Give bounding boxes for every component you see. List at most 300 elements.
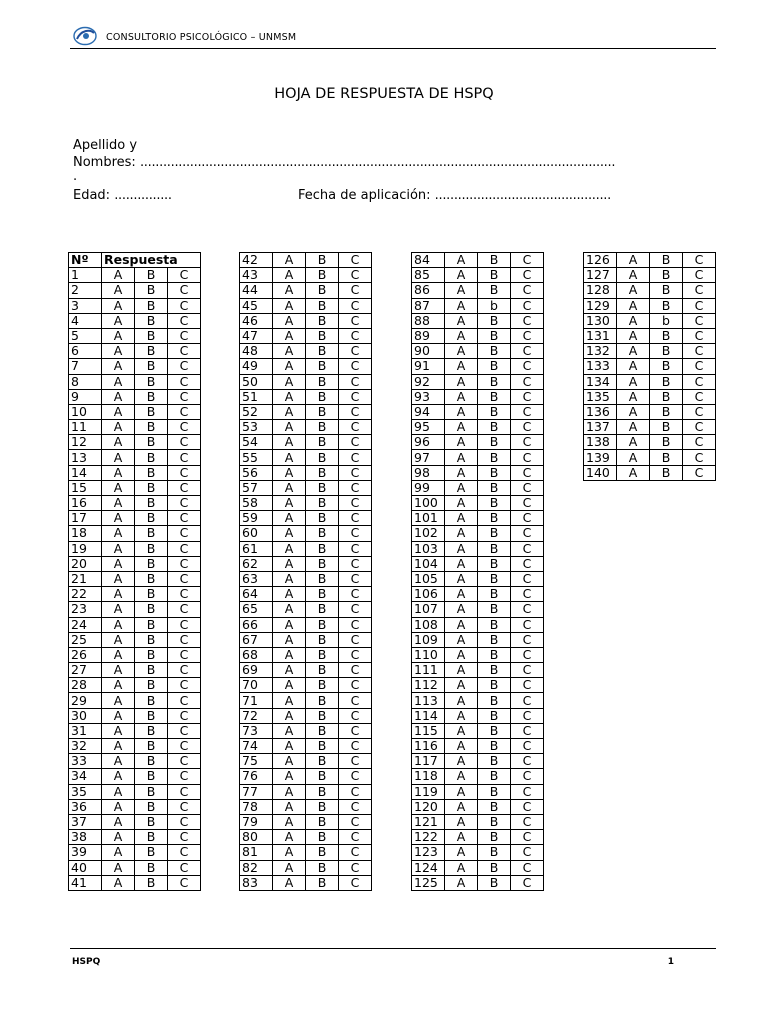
- option-c[interactable]: C: [511, 298, 544, 313]
- option-b[interactable]: B: [135, 298, 168, 313]
- option-c[interactable]: C: [339, 571, 372, 586]
- option-c[interactable]: C: [511, 799, 544, 814]
- nombres-field[interactable]: ............................................................................................................................: [139, 155, 616, 170]
- option-b[interactable]: B: [306, 480, 339, 495]
- option-b[interactable]: B: [650, 253, 683, 268]
- option-c[interactable]: C: [168, 845, 201, 860]
- option-a[interactable]: A: [102, 556, 135, 571]
- option-a[interactable]: A: [102, 404, 135, 419]
- option-a[interactable]: A: [102, 663, 135, 678]
- option-a[interactable]: A: [273, 647, 306, 662]
- option-a[interactable]: A: [617, 344, 650, 359]
- option-b[interactable]: B: [478, 708, 511, 723]
- option-c[interactable]: C: [339, 647, 372, 662]
- option-a[interactable]: A: [445, 435, 478, 450]
- option-a[interactable]: A: [445, 693, 478, 708]
- option-c[interactable]: C: [511, 465, 544, 480]
- option-a[interactable]: A: [617, 389, 650, 404]
- option-b[interactable]: B: [135, 663, 168, 678]
- option-a[interactable]: A: [102, 450, 135, 465]
- option-b[interactable]: B: [478, 465, 511, 480]
- option-c[interactable]: C: [339, 663, 372, 678]
- option-a[interactable]: A: [445, 799, 478, 814]
- option-b[interactable]: b: [478, 298, 511, 313]
- option-b[interactable]: B: [306, 860, 339, 875]
- option-b[interactable]: B: [135, 739, 168, 754]
- option-c[interactable]: C: [339, 784, 372, 799]
- option-a[interactable]: A: [102, 435, 135, 450]
- option-a[interactable]: A: [273, 450, 306, 465]
- option-b[interactable]: B: [135, 359, 168, 374]
- option-b[interactable]: B: [650, 404, 683, 419]
- option-a[interactable]: A: [445, 632, 478, 647]
- option-b[interactable]: B: [135, 769, 168, 784]
- option-a[interactable]: A: [273, 420, 306, 435]
- option-c[interactable]: C: [511, 663, 544, 678]
- option-b[interactable]: B: [478, 450, 511, 465]
- option-c[interactable]: C: [683, 435, 716, 450]
- option-b[interactable]: B: [478, 328, 511, 343]
- option-b[interactable]: B: [478, 602, 511, 617]
- option-b[interactable]: B: [135, 496, 168, 511]
- option-a[interactable]: A: [273, 253, 306, 268]
- option-c[interactable]: C: [168, 632, 201, 647]
- option-c[interactable]: C: [683, 450, 716, 465]
- option-a[interactable]: A: [102, 769, 135, 784]
- option-c[interactable]: C: [511, 814, 544, 829]
- option-b[interactable]: B: [135, 511, 168, 526]
- option-a[interactable]: A: [102, 617, 135, 632]
- option-b[interactable]: B: [135, 526, 168, 541]
- option-c[interactable]: C: [339, 587, 372, 602]
- option-a[interactable]: A: [273, 693, 306, 708]
- option-a[interactable]: A: [273, 632, 306, 647]
- option-a[interactable]: A: [445, 404, 478, 419]
- option-c[interactable]: C: [168, 511, 201, 526]
- option-c[interactable]: C: [683, 420, 716, 435]
- option-c[interactable]: C: [339, 693, 372, 708]
- option-c[interactable]: C: [683, 283, 716, 298]
- option-a[interactable]: A: [273, 830, 306, 845]
- option-a[interactable]: A: [102, 496, 135, 511]
- option-a[interactable]: A: [102, 632, 135, 647]
- option-c[interactable]: C: [683, 298, 716, 313]
- option-c[interactable]: C: [339, 814, 372, 829]
- option-b[interactable]: B: [478, 875, 511, 890]
- option-c[interactable]: C: [168, 571, 201, 586]
- option-a[interactable]: A: [273, 754, 306, 769]
- option-c[interactable]: C: [168, 450, 201, 465]
- option-b[interactable]: B: [306, 845, 339, 860]
- option-c[interactable]: C: [511, 739, 544, 754]
- option-c[interactable]: C: [339, 723, 372, 738]
- option-c[interactable]: C: [511, 420, 544, 435]
- option-c[interactable]: C: [683, 344, 716, 359]
- option-c[interactable]: C: [339, 602, 372, 617]
- option-c[interactable]: C: [511, 830, 544, 845]
- option-a[interactable]: A: [102, 344, 135, 359]
- option-b[interactable]: B: [650, 374, 683, 389]
- option-b[interactable]: B: [650, 420, 683, 435]
- option-b[interactable]: B: [478, 496, 511, 511]
- option-c[interactable]: C: [511, 404, 544, 419]
- option-c[interactable]: C: [511, 359, 544, 374]
- option-b[interactable]: B: [306, 465, 339, 480]
- option-c[interactable]: C: [339, 799, 372, 814]
- option-b[interactable]: B: [306, 647, 339, 662]
- option-b[interactable]: B: [478, 541, 511, 556]
- option-c[interactable]: C: [339, 313, 372, 328]
- option-a[interactable]: A: [445, 556, 478, 571]
- option-a[interactable]: A: [102, 860, 135, 875]
- option-a[interactable]: A: [102, 526, 135, 541]
- option-b[interactable]: B: [306, 663, 339, 678]
- option-c[interactable]: C: [168, 465, 201, 480]
- option-b[interactable]: B: [306, 739, 339, 754]
- option-a[interactable]: A: [273, 678, 306, 693]
- option-a[interactable]: A: [102, 511, 135, 526]
- option-b[interactable]: B: [135, 860, 168, 875]
- option-c[interactable]: C: [511, 602, 544, 617]
- option-b[interactable]: B: [306, 328, 339, 343]
- option-a[interactable]: A: [445, 328, 478, 343]
- option-b[interactable]: B: [306, 571, 339, 586]
- option-c[interactable]: C: [511, 723, 544, 738]
- option-b[interactable]: B: [478, 587, 511, 602]
- option-a[interactable]: A: [445, 602, 478, 617]
- option-c[interactable]: C: [339, 632, 372, 647]
- option-b[interactable]: B: [306, 754, 339, 769]
- option-a[interactable]: A: [102, 647, 135, 662]
- option-a[interactable]: A: [445, 678, 478, 693]
- option-b[interactable]: B: [306, 359, 339, 374]
- option-a[interactable]: A: [102, 784, 135, 799]
- option-c[interactable]: C: [511, 313, 544, 328]
- option-c[interactable]: C: [168, 602, 201, 617]
- option-b[interactable]: B: [306, 678, 339, 693]
- option-b[interactable]: B: [135, 465, 168, 480]
- option-a[interactable]: A: [445, 739, 478, 754]
- option-c[interactable]: C: [168, 693, 201, 708]
- option-a[interactable]: A: [273, 708, 306, 723]
- option-a[interactable]: A: [617, 328, 650, 343]
- option-c[interactable]: C: [339, 875, 372, 890]
- option-b[interactable]: B: [135, 480, 168, 495]
- option-b[interactable]: B: [478, 739, 511, 754]
- option-a[interactable]: A: [273, 359, 306, 374]
- option-b[interactable]: B: [135, 313, 168, 328]
- option-c[interactable]: C: [339, 708, 372, 723]
- option-c[interactable]: C: [339, 617, 372, 632]
- option-b[interactable]: B: [478, 723, 511, 738]
- option-c[interactable]: C: [683, 389, 716, 404]
- option-a[interactable]: A: [102, 541, 135, 556]
- option-a[interactable]: A: [102, 480, 135, 495]
- option-c[interactable]: C: [168, 404, 201, 419]
- option-c[interactable]: C: [511, 450, 544, 465]
- option-b[interactable]: B: [478, 830, 511, 845]
- option-b[interactable]: B: [135, 556, 168, 571]
- option-a[interactable]: A: [273, 556, 306, 571]
- option-a[interactable]: A: [102, 389, 135, 404]
- option-a[interactable]: A: [102, 830, 135, 845]
- option-b[interactable]: B: [478, 389, 511, 404]
- option-c[interactable]: C: [168, 298, 201, 313]
- option-c[interactable]: C: [683, 374, 716, 389]
- option-a[interactable]: A: [273, 268, 306, 283]
- option-b[interactable]: B: [478, 784, 511, 799]
- option-c[interactable]: C: [511, 632, 544, 647]
- option-b[interactable]: B: [135, 617, 168, 632]
- option-a[interactable]: A: [617, 359, 650, 374]
- option-c[interactable]: C: [168, 723, 201, 738]
- option-c[interactable]: C: [168, 587, 201, 602]
- option-c[interactable]: C: [511, 541, 544, 556]
- option-c[interactable]: C: [339, 754, 372, 769]
- option-a[interactable]: A: [273, 739, 306, 754]
- option-a[interactable]: A: [617, 420, 650, 435]
- option-b[interactable]: B: [478, 526, 511, 541]
- option-a[interactable]: A: [445, 663, 478, 678]
- option-a[interactable]: A: [445, 480, 478, 495]
- option-b[interactable]: B: [478, 313, 511, 328]
- option-a[interactable]: A: [102, 739, 135, 754]
- option-b[interactable]: B: [135, 830, 168, 845]
- option-a[interactable]: A: [445, 511, 478, 526]
- option-b[interactable]: B: [478, 617, 511, 632]
- option-b[interactable]: B: [478, 253, 511, 268]
- option-b[interactable]: B: [135, 389, 168, 404]
- option-b[interactable]: B: [306, 693, 339, 708]
- option-a[interactable]: A: [273, 799, 306, 814]
- option-c[interactable]: C: [168, 663, 201, 678]
- option-c[interactable]: C: [168, 769, 201, 784]
- option-c[interactable]: C: [339, 769, 372, 784]
- option-c[interactable]: C: [511, 571, 544, 586]
- option-b[interactable]: B: [650, 435, 683, 450]
- option-c[interactable]: C: [511, 253, 544, 268]
- option-c[interactable]: C: [511, 647, 544, 662]
- option-b[interactable]: B: [306, 298, 339, 313]
- option-b[interactable]: B: [306, 420, 339, 435]
- option-a[interactable]: A: [273, 769, 306, 784]
- option-c[interactable]: C: [168, 283, 201, 298]
- option-a[interactable]: A: [445, 587, 478, 602]
- option-b[interactable]: B: [306, 799, 339, 814]
- option-b[interactable]: B: [135, 374, 168, 389]
- option-a[interactable]: A: [102, 587, 135, 602]
- option-a[interactable]: A: [273, 465, 306, 480]
- option-b[interactable]: B: [306, 617, 339, 632]
- option-a[interactable]: A: [102, 268, 135, 283]
- option-b[interactable]: B: [135, 814, 168, 829]
- option-b[interactable]: B: [306, 450, 339, 465]
- option-a[interactable]: A: [617, 268, 650, 283]
- option-c[interactable]: C: [339, 739, 372, 754]
- option-b[interactable]: B: [306, 526, 339, 541]
- option-b[interactable]: B: [306, 708, 339, 723]
- option-b[interactable]: B: [478, 693, 511, 708]
- option-c[interactable]: C: [168, 420, 201, 435]
- fecha-field[interactable]: ..............................................: [434, 188, 611, 203]
- option-a[interactable]: A: [273, 845, 306, 860]
- option-b[interactable]: B: [135, 420, 168, 435]
- option-c[interactable]: C: [168, 268, 201, 283]
- option-c[interactable]: C: [511, 678, 544, 693]
- option-c[interactable]: C: [339, 845, 372, 860]
- option-b[interactable]: B: [135, 708, 168, 723]
- option-c[interactable]: C: [168, 556, 201, 571]
- option-a[interactable]: A: [445, 875, 478, 890]
- option-b[interactable]: B: [135, 754, 168, 769]
- option-c[interactable]: C: [168, 328, 201, 343]
- option-c[interactable]: C: [339, 511, 372, 526]
- option-a[interactable]: A: [102, 420, 135, 435]
- option-a[interactable]: A: [102, 814, 135, 829]
- option-c[interactable]: C: [339, 404, 372, 419]
- option-b[interactable]: B: [478, 632, 511, 647]
- option-b[interactable]: B: [135, 450, 168, 465]
- option-a[interactable]: A: [445, 298, 478, 313]
- option-b[interactable]: B: [478, 754, 511, 769]
- option-c[interactable]: C: [168, 754, 201, 769]
- option-b[interactable]: B: [650, 389, 683, 404]
- option-a[interactable]: A: [102, 602, 135, 617]
- option-b[interactable]: B: [306, 587, 339, 602]
- option-c[interactable]: C: [683, 253, 716, 268]
- option-b[interactable]: B: [135, 587, 168, 602]
- option-c[interactable]: C: [339, 420, 372, 435]
- option-c[interactable]: C: [168, 389, 201, 404]
- option-c[interactable]: C: [168, 647, 201, 662]
- option-c[interactable]: C: [511, 374, 544, 389]
- option-b[interactable]: B: [306, 389, 339, 404]
- option-c[interactable]: C: [168, 814, 201, 829]
- option-c[interactable]: C: [511, 769, 544, 784]
- option-c[interactable]: C: [339, 283, 372, 298]
- option-b[interactable]: B: [135, 344, 168, 359]
- option-c[interactable]: C: [339, 541, 372, 556]
- option-c[interactable]: C: [168, 784, 201, 799]
- option-a[interactable]: A: [102, 571, 135, 586]
- option-c[interactable]: C: [511, 708, 544, 723]
- option-b[interactable]: B: [478, 845, 511, 860]
- option-a[interactable]: A: [273, 663, 306, 678]
- option-c[interactable]: C: [168, 496, 201, 511]
- option-a[interactable]: A: [445, 860, 478, 875]
- option-a[interactable]: A: [273, 571, 306, 586]
- option-b[interactable]: B: [478, 268, 511, 283]
- option-a[interactable]: A: [445, 617, 478, 632]
- option-a[interactable]: A: [617, 298, 650, 313]
- option-c[interactable]: C: [168, 708, 201, 723]
- option-a[interactable]: A: [102, 374, 135, 389]
- option-b[interactable]: B: [650, 283, 683, 298]
- option-a[interactable]: A: [273, 404, 306, 419]
- option-c[interactable]: C: [511, 754, 544, 769]
- option-a[interactable]: A: [445, 754, 478, 769]
- option-b[interactable]: B: [306, 283, 339, 298]
- option-a[interactable]: A: [273, 283, 306, 298]
- option-c[interactable]: C: [683, 465, 716, 480]
- option-b[interactable]: B: [306, 784, 339, 799]
- option-c[interactable]: C: [339, 435, 372, 450]
- option-b[interactable]: b: [650, 313, 683, 328]
- option-c[interactable]: C: [168, 799, 201, 814]
- option-a[interactable]: A: [445, 313, 478, 328]
- option-b[interactable]: B: [135, 632, 168, 647]
- option-b[interactable]: B: [135, 541, 168, 556]
- option-c[interactable]: C: [168, 359, 201, 374]
- option-c[interactable]: C: [339, 344, 372, 359]
- option-c[interactable]: C: [339, 496, 372, 511]
- option-a[interactable]: A: [102, 723, 135, 738]
- option-c[interactable]: C: [339, 328, 372, 343]
- option-b[interactable]: B: [650, 465, 683, 480]
- option-a[interactable]: A: [617, 283, 650, 298]
- option-b[interactable]: B: [478, 814, 511, 829]
- option-a[interactable]: A: [102, 313, 135, 328]
- option-b[interactable]: B: [306, 253, 339, 268]
- option-c[interactable]: C: [339, 526, 372, 541]
- option-c[interactable]: C: [511, 389, 544, 404]
- option-b[interactable]: B: [135, 328, 168, 343]
- option-b[interactable]: B: [306, 769, 339, 784]
- option-b[interactable]: B: [650, 298, 683, 313]
- option-a[interactable]: A: [617, 435, 650, 450]
- option-a[interactable]: A: [273, 480, 306, 495]
- option-b[interactable]: B: [478, 678, 511, 693]
- option-c[interactable]: C: [511, 526, 544, 541]
- option-b[interactable]: B: [135, 845, 168, 860]
- option-b[interactable]: B: [306, 404, 339, 419]
- option-a[interactable]: A: [445, 647, 478, 662]
- option-b[interactable]: B: [135, 571, 168, 586]
- option-b[interactable]: B: [306, 541, 339, 556]
- option-b[interactable]: B: [306, 830, 339, 845]
- option-c[interactable]: C: [168, 860, 201, 875]
- option-a[interactable]: A: [445, 571, 478, 586]
- option-a[interactable]: A: [445, 374, 478, 389]
- option-a[interactable]: A: [617, 465, 650, 480]
- option-a[interactable]: A: [102, 754, 135, 769]
- option-a[interactable]: A: [445, 420, 478, 435]
- option-c[interactable]: C: [339, 678, 372, 693]
- option-c[interactable]: C: [511, 875, 544, 890]
- option-c[interactable]: C: [168, 435, 201, 450]
- option-b[interactable]: B: [306, 496, 339, 511]
- option-b[interactable]: B: [650, 450, 683, 465]
- option-c[interactable]: C: [511, 480, 544, 495]
- option-c[interactable]: C: [339, 556, 372, 571]
- option-a[interactable]: A: [445, 708, 478, 723]
- option-c[interactable]: C: [511, 268, 544, 283]
- option-c[interactable]: C: [339, 389, 372, 404]
- option-c[interactable]: C: [339, 830, 372, 845]
- option-b[interactable]: B: [478, 571, 511, 586]
- option-a[interactable]: A: [445, 450, 478, 465]
- option-b[interactable]: B: [650, 359, 683, 374]
- option-c[interactable]: C: [683, 404, 716, 419]
- option-b[interactable]: B: [478, 359, 511, 374]
- option-c[interactable]: C: [168, 480, 201, 495]
- option-a[interactable]: A: [445, 541, 478, 556]
- option-a[interactable]: A: [617, 253, 650, 268]
- option-b[interactable]: B: [478, 663, 511, 678]
- option-b[interactable]: B: [478, 404, 511, 419]
- option-a[interactable]: A: [273, 526, 306, 541]
- option-c[interactable]: C: [511, 845, 544, 860]
